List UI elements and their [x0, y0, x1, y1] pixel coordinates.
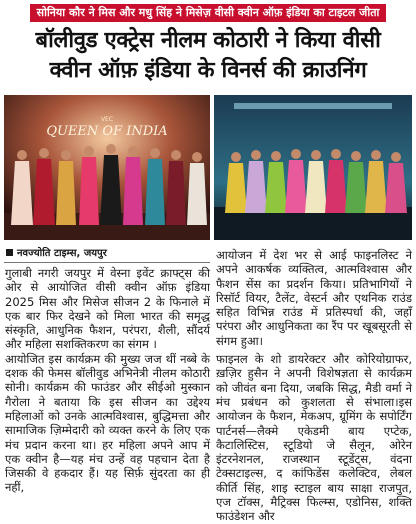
- article-column-right: [216, 248, 412, 524]
- crowning-photo: [4, 95, 210, 240]
- main-headline: [4, 26, 412, 86]
- byline-text: नवज्योति टाइम्स, जयपुर: [17, 248, 107, 259]
- byline-square-icon: [6, 249, 13, 256]
- headline-line-1: बॉलीवुड एक्ट्रेस नीलम कोठारी ने किया वीसी: [35, 28, 381, 53]
- article-paragraph: आयोजन में देश भर से आई फाइनलिस्ट ने अपने आकर्षक व्यक्तित्व, आत्मविश्वास और फैशन सेंस का प्रदर्शन किया। प्रतिभागियों ने रिसॉर्ट वियर, टैलेंट, वेस्टर्न और एथनिक राउंड सहित विभिन्न राउंड में प्रतिस्पर्धा की, जहाँ परंपरा और आधुनिकता का रैंप पर खूबसूरती से संगम हुआ।: [216, 248, 412, 348]
- article-paragraph: गुलाबी नगरी जयपुर में वेस्ना इवेंट क्राफ्ट्स की ओर से आयोजित वीसी क्वीन ऑफ़ इंडिया 2025 मिस और मिसेज सीजन 2 के फिनाले में एक बार फिर देखने को मिला भारत की समृद्ध संस्कृति, आधुनिक फैशन, परंपरा, शैली, सौंदर्य और महिला सशक्तिकरण का संगम ।: [5, 266, 210, 352]
- headline-line-2: क्वीन ऑफ़ इंडिया के विनर्स की क्राउनिंग: [49, 58, 367, 83]
- finalists-stage-photo: [214, 95, 412, 240]
- article-paragraph: फाइनल के शो डायरेक्टर और कोरियोग्राफर, ख़ज़िर हुसैन ने अपनी विशेषज्ञता से कार्यक्रम को जीवंत बना दिया, जबकि सिद्ध, मैडी वर्मा ने मंच प्रबंधन को कुशलता से संभाला।इस आयोजन के फैशन, मेकअप, ग्रूमिंग के सपोर्टिंग पार्टनर्स—लैक्मे एकेडमी बाय एप्टेक, कैटालिस्टिस, स्टूडियो जे सैलून, ओरेन इंटरनेशनल, राजस्थान स्टूडेंट्स, वंदना टेक्सटाइल्स, द कांफिडेंस कलेक्टिव, लेबल कीर्ति सिंह, शाइ स्टाइल बाय साक्षा राजपुत, एज टॉक्स, मैट्रिक्स फिल्म्स, एडोनिस, शक्ति फाउंडेशन और: [216, 352, 412, 524]
- crowning-photo-illustration: [4, 95, 210, 240]
- finalists-stage-illustration: [214, 95, 412, 240]
- contestants-group: [11, 144, 207, 225]
- headline-banner: सोनिया कौर ने मिस और मधु सिंह ने मिसेज़ वीसी क्वीन ऑफ़ इंडिया का टाइटल जीता: [30, 4, 386, 22]
- byline: [6, 247, 206, 261]
- backdrop-brand: VEC: [100, 116, 114, 123]
- byline-divider: [4, 262, 210, 263]
- backdrop-title: QUEEN OF INDIA: [46, 124, 168, 139]
- article-column-left: [5, 266, 210, 495]
- article-paragraph: आयोजित इस कार्यक्रम की मुख्य जज थीं नब्बे के दशक की फेमस बॉलीवुड अभिनेत्री नीलम कोठारी सोनी। कार्यक्रम की फाउंडर और सीईओ मुस्कान गैरोला ने बताया कि इस सीजन का उद्देश्य महिलाओं को उनके आत्मविश्वास, बुद्धिमत्ता और सामाजिक ज़िम्मेदारी को व्यक्त करने के लिए एक मंच प्रदान करना था। हर महिला अपने आप में एक क्वीन है—यह मंच उन्हें वह पहचान देता है जिसकी वे हकदार हैं। यह सिर्फ़ सुंदरता का ही नहीं,: [5, 351, 210, 495]
